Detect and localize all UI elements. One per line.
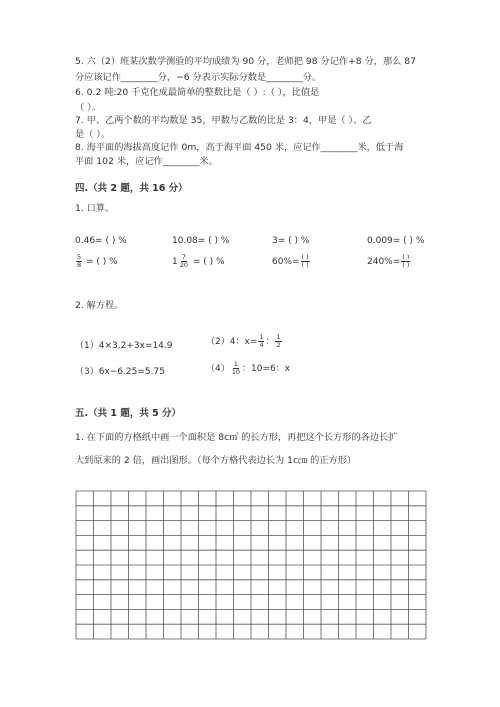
q5-line1: 5. 六（2）班某次数学测验的平均成绩为 90 分，老师把 98 分记作+8 分，那么 87 (75, 56, 416, 67)
oral-calc-title: 1. 口算。 (75, 203, 115, 214)
oral-item-1: 0.46= ( ) % (75, 236, 127, 246)
oral-item-6: 1 $\frac{7}{20}$ = ( ) % (172, 253, 225, 269)
drawing-task-line2: 大到原来的 2 倍，画出图形。（每个方格代表边长为 1c㎝ 的正方形） (75, 455, 357, 466)
q7-line1: 7. 甲、乙两个数的平均数是 35，甲数与乙数的比是 3：4，甲是（ ）、乙 (75, 115, 372, 126)
fraction: $\frac{( )}{( )}$ (301, 253, 309, 269)
fraction: $\frac{1}{4}$ (259, 333, 264, 349)
fraction: $\frac{( )}{( )}$ (402, 253, 410, 269)
q8-line2: 平面 102 米，应记作________米。 (75, 156, 218, 167)
equation-1: （1）4×3.2+3x=14.9 (75, 341, 173, 351)
q8-line1: 8. 海平面的海拔高度记作 0m，高于海平面 450 米，应记作________米，低于海 (75, 142, 404, 153)
q7-line2: 是（ ）。 (75, 129, 111, 140)
equation-2: （2）4：x= $\frac{1}{4}$ ： $\frac{1}{2}$ (206, 333, 281, 349)
equation-title: 2. 解方程。 (75, 300, 124, 311)
drawing-task-line1: 1. 在下面的方格纸中画一个面积是 8c㎡ 的长方形，再把这个长方形的各边长扩 (75, 432, 398, 443)
fraction: $\frac{5}{8}$ (77, 253, 82, 269)
oral-item-7: 60%= $\frac{( )}{( )}$ (272, 253, 309, 269)
q6-line1: 6. 0.2 吨:20 千克化成最简单的整数比是（ ）:（ ），比值是 (75, 87, 320, 98)
fraction: $\frac{7}{20}$ (179, 253, 189, 269)
oral-item-5: $\frac{5}{8}$ = ( ) % (77, 253, 118, 269)
equation-3: （3）6x−6.25=5.75 (75, 367, 165, 377)
oral-item-3: 3= ( ) % (272, 236, 310, 246)
equation-4: （4） $\frac{1}{10}$ ：10=6：x (206, 360, 291, 376)
oral-item-4: 0.009= ( ) % (367, 236, 425, 246)
q5-line2: 分应该记作________分，−6 分表示实际分数是________分。 (75, 72, 322, 83)
fraction: $\frac{1}{10}$ (231, 360, 241, 376)
oral-item-2: 10.08= ( ) % (172, 236, 230, 246)
section5-heading: 五.（共 1 题，共 5 分） (75, 408, 182, 419)
oral-item-8: 240%= $\frac{( )}{( )}$ (367, 253, 410, 269)
section4-heading: 四.（共 2 题，共 16 分） (75, 183, 188, 194)
fraction: $\frac{1}{2}$ (276, 333, 281, 349)
square-grid[interactable] (75, 490, 427, 640)
q6-line2: （ ）。 (75, 102, 101, 113)
